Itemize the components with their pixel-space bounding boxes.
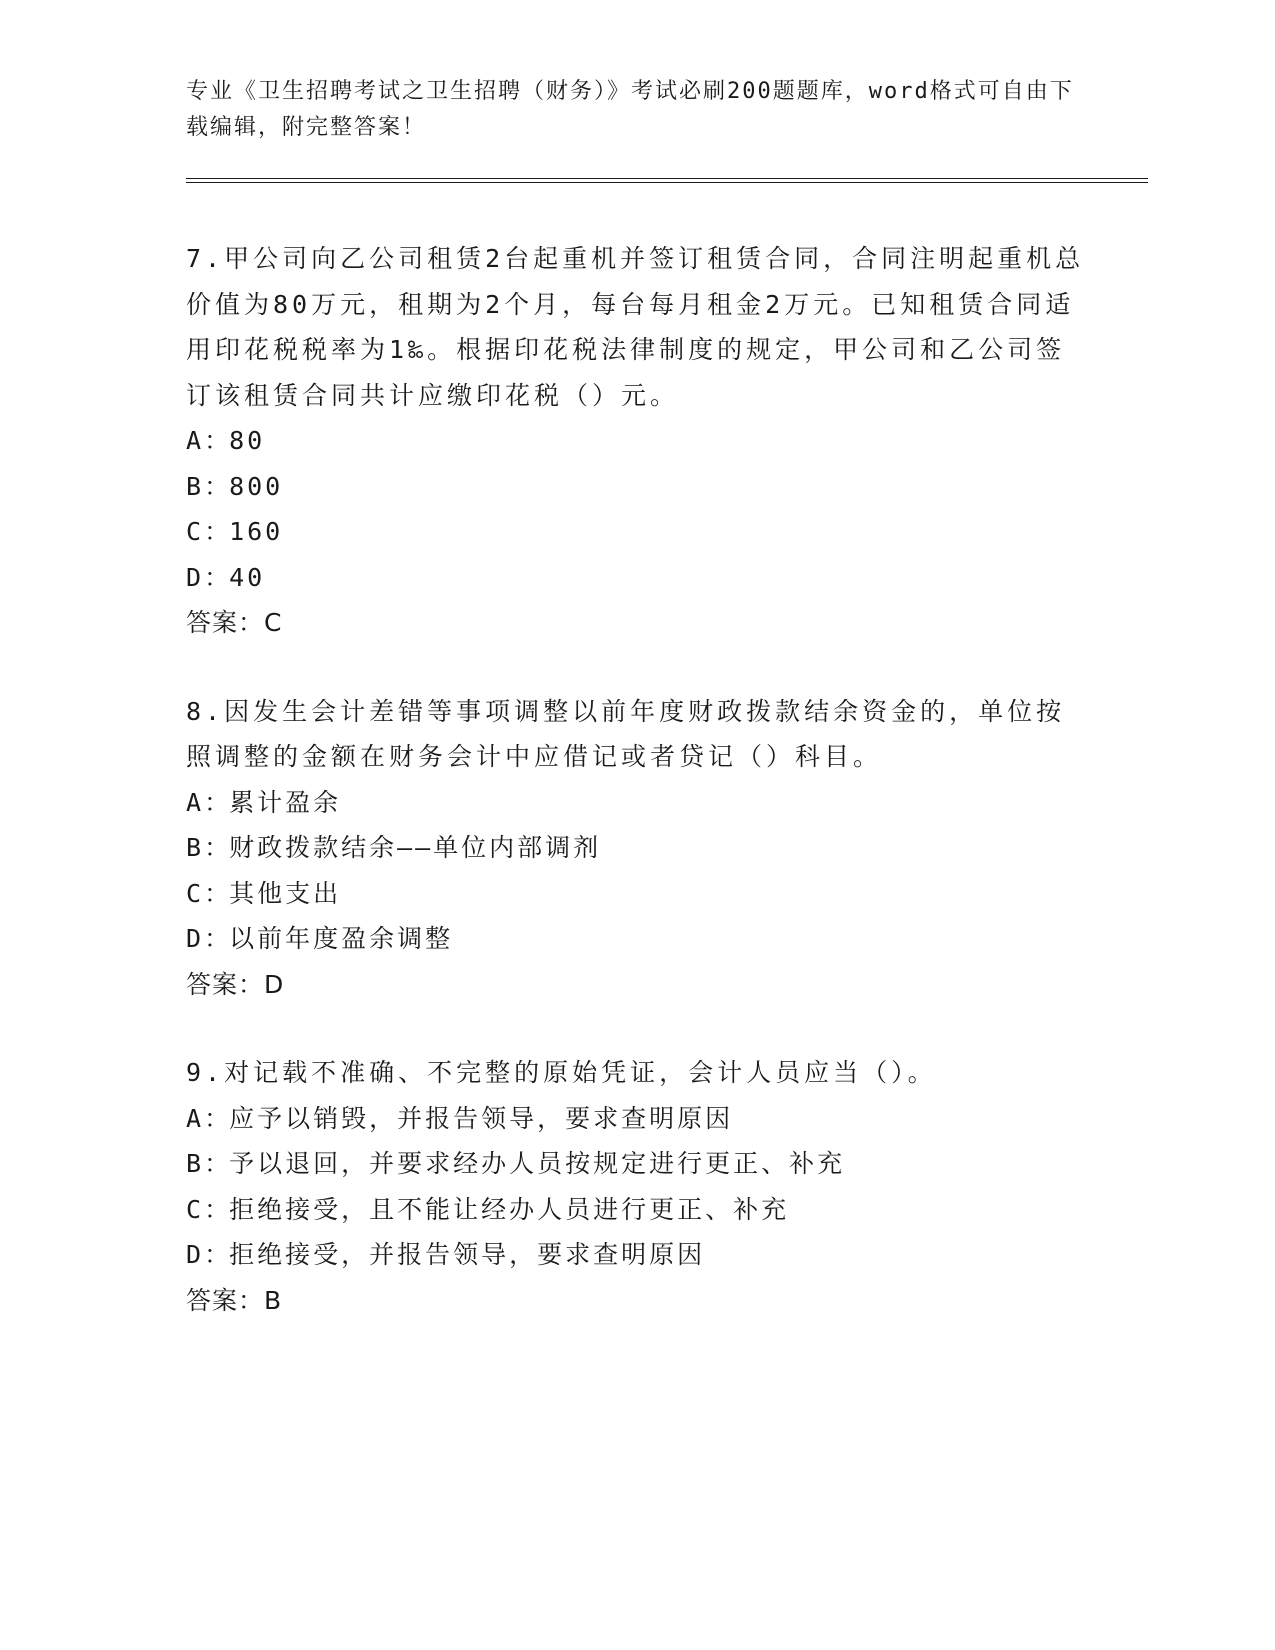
option-text: 80 [229,426,266,455]
question-list [186,236,1086,1366]
document-header: 专业《卫生招聘考试之卫生招聘（财务）》考试必刷200题题库，word格式可自由下载编辑，附完整答案！ [186,79,1074,140]
option-key: C [186,517,205,546]
option-key: A [186,1103,205,1133]
answer [186,1278,1086,1324]
question-text [186,1050,1086,1096]
question-8 [186,689,1086,1008]
option-text: 其他支出 [229,878,342,908]
option-key: D [186,924,205,953]
answer [186,962,1086,1008]
option-d: D：以前年度盈余调整 [186,924,454,953]
question-text [186,236,1086,418]
option-a: A：累计盈余 [186,787,342,817]
option-key: D [186,562,205,592]
option-key: B [186,833,205,862]
option-c: C：其他支出 [186,878,342,908]
question-number: 7. [186,244,225,273]
question-text [186,689,1086,780]
question-9 [186,1050,1086,1323]
option-key: A [186,426,205,455]
answer-label: 答案： [186,1285,265,1315]
option-d: D：拒绝接受，并报告领导，要求查明原因 [186,1240,706,1269]
question-stem: 因发生会计差错等事项调整以前年度财政拨款结余资金的，单位按照调整的金额在财务会计中应借记或者贷记（）科目。 [186,696,1066,771]
question-number: 9. [186,1058,225,1087]
option-key: B [186,1149,205,1178]
option-text: 40 [229,562,266,592]
option-key: C [186,1194,205,1224]
answer-label: 答案： [186,969,265,999]
option-text: 拒绝接受，并报告领导，要求查明原因 [229,1240,706,1269]
option-key: B [186,471,205,501]
question-number: 8. [186,696,225,726]
option-key: C [186,878,205,908]
header-rule-bottom [186,182,1148,183]
option-key: D [186,1240,205,1269]
option-text: 800 [229,471,284,501]
header-rule-top [186,178,1148,179]
option-text: 应予以销毁，并报告领导，要求查明原因 [229,1103,734,1133]
question-stem: 甲公司向乙公司租赁2台起重机并签订租赁合同，合同注明起重机总价值为80万元，租期为2个月，每台每月租金2万元。已知租赁合同适用印花税税率为1‰。根据印花税法律制度的规定，甲公司和乙公司签订该租赁合同共计应缴印花税（）元。 [186,244,1085,410]
question-7 [186,236,1086,646]
option-text: 拒绝接受，且不能让经办人员进行更正、补充 [229,1194,790,1224]
option-a: A：80 [186,426,266,455]
option-b: B：800 [186,471,284,501]
option-text: 160 [229,517,284,546]
answer-value: C [264,608,283,637]
option-text: 予以退回，并要求经办人员按规定进行更正、补充 [229,1149,846,1178]
answer-value: B [264,1285,283,1315]
option-c: C：拒绝接受，且不能让经办人员进行更正、补充 [186,1194,790,1224]
option-b: B：予以退回，并要求经办人员按规定进行更正、补充 [186,1149,846,1178]
option-key: A [186,787,205,817]
option-text: 财政拨款结余——单位内部调剂 [229,833,602,862]
answer-value: D [264,969,285,999]
option-d: D：40 [186,562,266,592]
answer [186,600,1086,646]
option-text: 以前年度盈余调整 [229,924,454,953]
option-c: C：160 [186,517,284,546]
answer-label: 答案： [186,608,265,637]
option-b: B：财政拨款结余——单位内部调剂 [186,833,602,862]
question-stem: 对记载不准确、不完整的原始凭证，会计人员应当（）。 [224,1058,937,1087]
option-a: A：应予以销毁，并报告领导，要求查明原因 [186,1103,734,1133]
option-text: 累计盈余 [229,787,342,817]
